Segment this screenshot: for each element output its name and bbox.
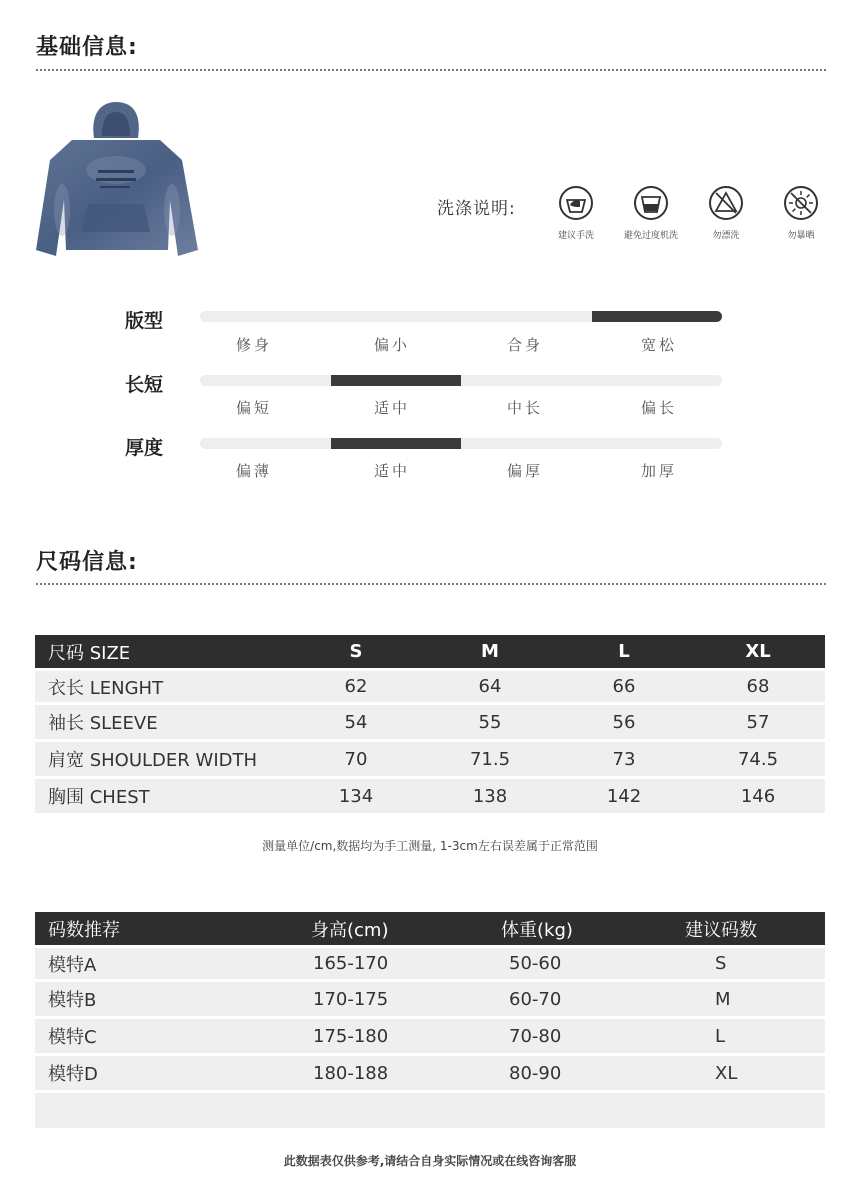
fit-tick: 偏小 — [373, 336, 410, 354]
care-label-no-sun: 勿暴晒 — [787, 231, 815, 241]
fit-tick: 偏薄 — [235, 462, 272, 480]
fit-tick: 加厚 — [640, 462, 677, 480]
table-cell: 68 — [691, 668, 825, 702]
size-table — [35, 635, 825, 813]
table-cell: 71.5 — [423, 739, 557, 776]
divider — [36, 583, 826, 585]
table-cell: 胸围 CHEST — [35, 776, 289, 813]
table-cell: 134 — [289, 776, 423, 813]
table-cell: 74.5 — [691, 739, 825, 776]
table-cell: 肩宽 SHOULDER WIDTH — [35, 739, 289, 776]
table-cell: 模特A — [35, 945, 289, 979]
table-cell: S — [665, 945, 825, 979]
table-row — [35, 945, 825, 979]
table-cell: 142 — [557, 776, 691, 813]
table-row — [35, 1016, 825, 1053]
table-cell: 模特B — [35, 979, 289, 1016]
table-row-empty — [35, 1090, 825, 1128]
table-cell: 70-80 — [489, 1016, 665, 1053]
table-cell: 66 — [557, 668, 691, 702]
fit-tick: 宽松 — [640, 336, 677, 354]
fit-tick: 偏长 — [640, 399, 677, 417]
table-header-cell: XL — [691, 635, 825, 668]
table-cell: 70 — [289, 739, 423, 776]
fit-track — [200, 375, 722, 386]
fit-label: 厚度 — [125, 437, 164, 459]
fit-tick: 合身 — [506, 336, 543, 354]
table-cell: 模特D — [35, 1053, 289, 1090]
table-cell: M — [665, 979, 825, 1016]
care-label-machine-wash: 避免过度机洗 — [623, 231, 678, 241]
table-cell — [35, 1090, 825, 1128]
fit-label: 版型 — [125, 310, 164, 332]
fit-indicator — [331, 438, 462, 449]
table-cell: 73 — [557, 739, 691, 776]
table-cell: 60-70 — [489, 979, 665, 1016]
table-cell: 袖长 SLEEVE — [35, 702, 289, 739]
table-header-row — [35, 635, 825, 668]
table-header-cell: 身高(cm) — [289, 912, 489, 945]
table-cell: XL — [665, 1053, 825, 1090]
table-header-row — [35, 912, 825, 945]
table-cell: 57 — [691, 702, 825, 739]
table-cell: 56 — [557, 702, 691, 739]
table-cell: 80-90 — [489, 1053, 665, 1090]
table-cell: 50-60 — [489, 945, 665, 979]
basic-info-title: 基础信息: — [36, 35, 138, 60]
fit-indicator — [592, 311, 723, 322]
table-cell: 64 — [423, 668, 557, 702]
care-label: 洗涤说明: — [437, 199, 516, 219]
table-header-cell: 尺码 SIZE — [35, 635, 289, 668]
fit-track — [200, 311, 722, 322]
size-info-title: 尺码信息: — [36, 550, 138, 575]
no-bleach-icon — [708, 185, 744, 221]
care-label-hand-wash: 建议手洗 — [557, 231, 594, 241]
divider — [36, 69, 826, 71]
table-cell: 55 — [423, 702, 557, 739]
table-cell: L — [665, 1016, 825, 1053]
table-header-cell: L — [557, 635, 691, 668]
hand-wash-icon — [558, 185, 594, 221]
product-image-hoodie — [32, 100, 200, 262]
size-table-note: 测量单位/cm,数据均为手工测量, 1-3cm左右误差属于正常范围 — [262, 839, 598, 853]
table-header-cell: 建议码数 — [665, 912, 825, 945]
table-cell: 146 — [691, 776, 825, 813]
fit-label: 长短 — [125, 374, 164, 396]
fit-tick: 中长 — [506, 399, 543, 417]
no-sun-icon — [783, 185, 819, 221]
table-header-cell: S — [289, 635, 423, 668]
table-row — [35, 1053, 825, 1090]
care-label-no-bleach: 勿漂洗 — [712, 231, 740, 241]
table-row — [35, 776, 825, 813]
table-header-cell: 体重(kg) — [489, 912, 665, 945]
size-recommendation-table — [35, 912, 825, 1128]
table-cell: 165-170 — [289, 945, 489, 979]
fit-tick: 适中 — [373, 399, 410, 417]
no-machine-wash-icon — [633, 185, 669, 221]
fit-tick: 偏厚 — [506, 462, 543, 480]
fit-track — [200, 438, 722, 449]
table-cell: 170-175 — [289, 979, 489, 1016]
table-row — [35, 702, 825, 739]
table-row — [35, 668, 825, 702]
table-cell: 54 — [289, 702, 423, 739]
table-header-cell: M — [423, 635, 557, 668]
table-cell: 138 — [423, 776, 557, 813]
fit-tick: 修身 — [235, 336, 272, 354]
table-row — [35, 979, 825, 1016]
table-row — [35, 739, 825, 776]
table-cell: 衣长 LENGHT — [35, 668, 289, 702]
table-cell: 180-188 — [289, 1053, 489, 1090]
fit-tick: 偏短 — [235, 399, 272, 417]
table-cell: 62 — [289, 668, 423, 702]
fit-indicator — [331, 375, 462, 386]
table-cell: 175-180 — [289, 1016, 489, 1053]
table-cell: 模特C — [35, 1016, 289, 1053]
recommend-table-note: 此数据表仅供参考,请结合自身实际情况或在线咨询客服 — [283, 1154, 577, 1168]
table-header-cell: 码数推荐 — [35, 912, 289, 945]
fit-tick: 适中 — [373, 462, 410, 480]
